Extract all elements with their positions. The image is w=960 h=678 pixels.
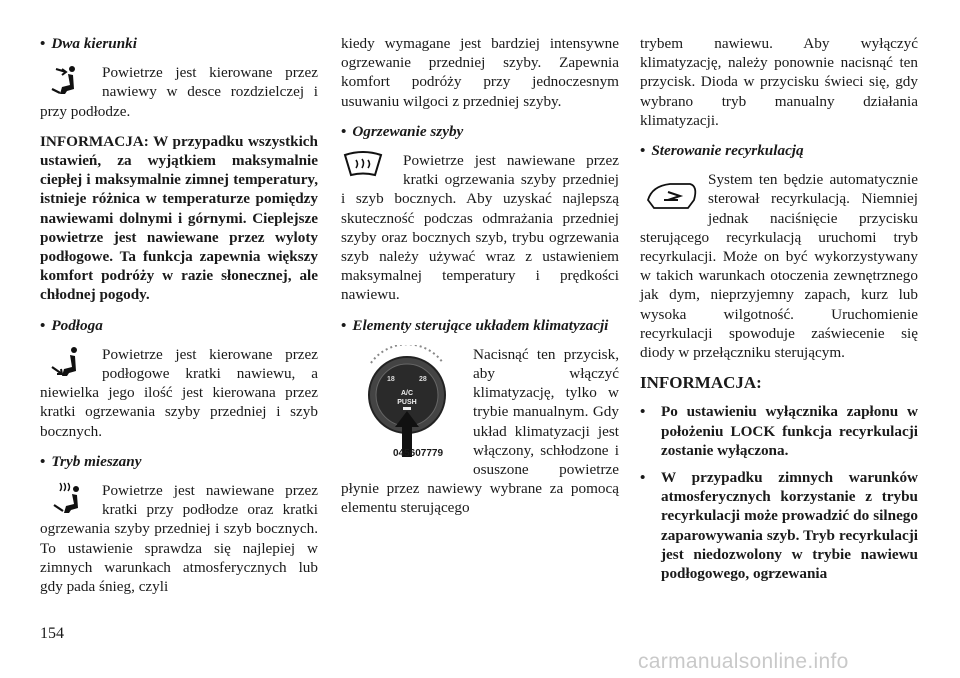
info-note-temperature: INFORMACJA: W przypadku wszystkich ustawień, za wyjątkiem maksymalnie ciepłej i maksymalnie zimnej temperatury, istnieje różnica w temperaturze pomiędzy nawiewami dolnymi i górnymi. Cieplejsze powietrze jest nawiewane przez wyloty podłogowe. Ta funkcja zapewnia większy komfort podróży w razie słonecznej, ale chłodnej pogody.: [40, 132, 318, 304]
heading-dwa-kierunki: • Dwa kierunki: [40, 35, 137, 52]
heading-elementy-sterujace: • Elementy sterujące układem klimatyzacji: [341, 316, 609, 334]
watermark: carmanualsonline.info: [638, 650, 849, 673]
paragraph-sterowanie-recyrkulacja: System ten będzie automatycznie sterował recyrkulacją. Niemniej jednak naciśnięcie przycisku sterującego recyrkulacją uruchomi tryb recyrkulacji. Może on być wykorzystywany w takich warunkach otoczenia zewnętrznego jak dym, nieprzyjemny zapach, kurz lub wysoka wilgotność. Uruchomienie recyrkulacji spowoduje zaświecenie się diody w przełączniku sterującym.: [640, 171, 918, 362]
paragraph-podloga: Powietrze jest kierowane przez podłogowe kratki nawiewu, a niewielka jego ilość jest kierowana przez kratki ogrzewania szyby przedniej i szyb bocznych.: [40, 345, 318, 440]
paragraph-dwa-kierunki: Powietrze jest kierowane przez nawiewy w desce rozdzielczej i przy podłodze.: [40, 64, 318, 120]
paragraph-tryb-mieszany: Powietrze jest nawiewane przez kratki przy podłodze oraz kratki ogrzewania szyby przedniej i szyb bocznych. To ustawienie sprawdza się najlepiej w zimnych warunkach atmosferycznych lub gdy pada śnieg, czyli: [40, 482, 318, 596]
column-middle: [341, 34, 619, 518]
info-bullet-lock: • Po ustawieniu wyłącznika zapłonu w położeniu LOCK funkcja recyrkulacji zostanie wyłączona.: [640, 403, 918, 459]
bilevel-vent-icon: [40, 63, 100, 97]
knob-ac-label: A/C: [400, 389, 414, 397]
info-bullet-cold: • W przypadku zimnych warunków atmosferycznych korzystanie z trybu recyrkulacji może prowadzić do silnego zaparowywania szyb. Tryb recyrkulacji jest niedozwolony w trybie nawiewu podłogowego, ogrzewania: [640, 469, 918, 583]
knob-18-label: 18: [387, 375, 395, 383]
info-label: INFORMACJA:: [640, 373, 762, 393]
ac-knob-illustration: [341, 345, 467, 463]
column-left: [40, 34, 318, 596]
paragraph-continuation-ac: trybem nawiewu. Aby wyłączyć klimatyzację, należy ponownie nacisnąć ten przycisk. Dioda w przycisku świeci się, gdy wybrano tryb manualny działania klimatyzacji.: [640, 35, 918, 129]
floor-vent-icon: [40, 345, 100, 379]
defrost-icon: [341, 151, 401, 185]
paragraph-continuation-mix: kiedy wymagane jest bardziej intensywne ogrzewanie przedniej szyby. Zapewnia komfort podróży przy jednoczesnym usuwaniu wilgoci z przedniej szyby.: [341, 35, 619, 110]
heading-podloga: • Podłoga: [40, 316, 103, 334]
page-number: 154: [40, 625, 64, 642]
paragraph-elementy-sterujace: Nacisnąć ten przycisk, aby włączyć klimatyzację, tylko w trybie manualnym. Gdy układ klimatyzacji jest włączony, schłodzone i osuszone powietrze płynie przez nawiewy wybrane za pomocą elementu sterującego: [341, 345, 619, 517]
heading-tryb-mieszany: • Tryb mieszany: [40, 452, 142, 470]
heading-ogrzewanie-szyby: • Ogrzewanie szyby: [341, 122, 464, 140]
column-right: [640, 34, 918, 591]
knob-28-label: 28: [419, 375, 427, 383]
recirculation-icon: [640, 170, 706, 226]
mix-mode-icon: [40, 481, 100, 515]
paragraph-ogrzewanie-szyby: Powietrze jest nawiewane przez kratki ogrzewania szyby przedniej i szyb bocznych. Aby uzyskać najlepszą skuteczność podczas odmrażania przedniej szyby oraz bocznych szyb, trybu ogrzewania szyb należy używać wraz z ustawieniem maksymalnej temperatury i prędkości nawiewu.: [341, 152, 619, 304]
knob-figure-code: 045607779: [393, 447, 444, 459]
heading-sterowanie-recyrkulacja: • Sterowanie recyrkulacją: [640, 142, 804, 160]
knob-push-label: PUSH: [397, 398, 417, 406]
